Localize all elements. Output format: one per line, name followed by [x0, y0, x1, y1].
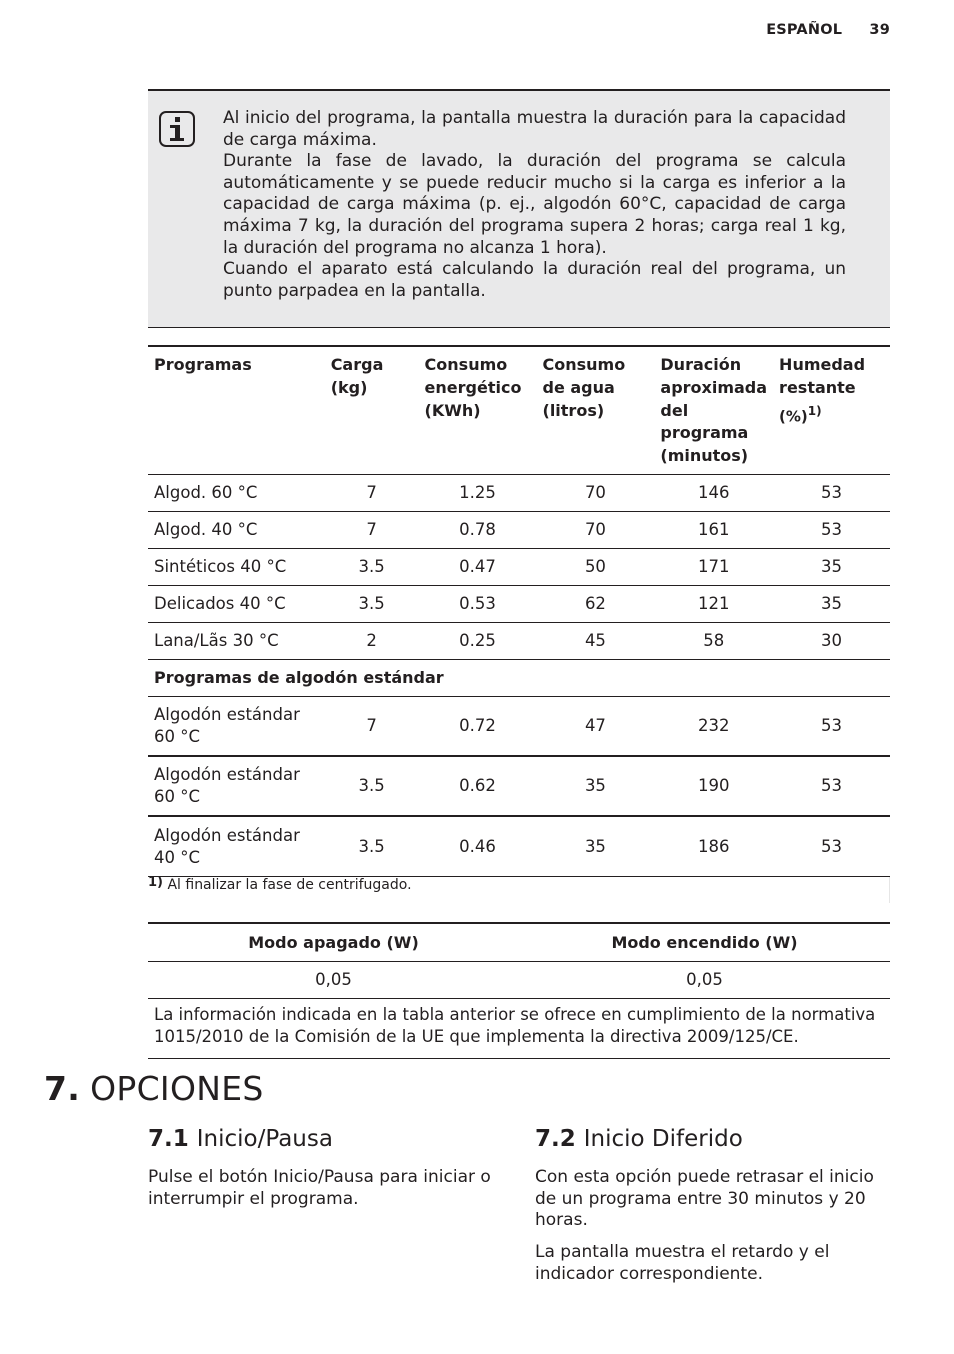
col-header-energia: Consumo energético (KWh): [424, 355, 522, 420]
table-row: [148, 585, 890, 622]
section-title: Inicio Diferido: [583, 1126, 743, 1152]
value-cell: 186: [654, 816, 773, 876]
chapter-number: 7.: [44, 1069, 81, 1108]
section-heading-inicio-diferido: [535, 1126, 743, 1152]
col-header-programas: Programas: [154, 355, 252, 374]
section-paragraph: Pulse el botón Inicio/Pausa para iniciar o interrumpir el programa.: [148, 1167, 491, 1209]
value-cell: 3.5: [325, 548, 419, 585]
value-cell: 30: [773, 622, 890, 659]
footnote-ref: 1): [807, 403, 822, 418]
value-cell: 190: [654, 756, 773, 816]
col-header-agua: Consumo de agua (litros): [542, 355, 626, 420]
info-paragraph-1: Al inicio del programa, la pantalla muestra la duración para la capacidad de carga máxima.: [223, 108, 846, 150]
value-cell: 35: [537, 816, 655, 876]
value-cell: 70: [537, 511, 655, 548]
chapter-title: OPCIONES: [90, 1069, 264, 1108]
value-cell: 45: [537, 622, 655, 659]
program-name-cell: Lana/Lãs 30 °C: [148, 622, 325, 659]
value-cell: 0.46: [419, 816, 537, 876]
col-header-modo-encendido: Modo encendido (W): [611, 932, 798, 952]
value-cell: 35: [773, 548, 890, 585]
program-name-cell: Algod. 40 °C: [148, 511, 325, 548]
value-cell: 3.5: [325, 585, 419, 622]
footnote-text: Al finalizar la fase de centrifugado.: [167, 877, 412, 893]
table-row: [148, 816, 890, 876]
col-header-carga: Carga (kg): [330, 355, 384, 397]
section-paragraph: Con esta opción puede retrasar el inicio de un programa entre 30 minutos y 20 horas.: [535, 1167, 874, 1231]
value-cell: 58: [654, 622, 773, 659]
value-cell: 3.5: [325, 816, 419, 876]
table-footnote: [148, 877, 890, 903]
value-cell: 171: [654, 548, 773, 585]
value-cell: 146: [654, 474, 773, 511]
modo-encendido-value: 0,05: [686, 970, 723, 989]
table-header-row: [148, 923, 890, 961]
value-cell: 35: [537, 756, 655, 816]
page-header: [766, 22, 890, 38]
value-cell: 47: [537, 696, 655, 756]
value-cell: 1.25: [419, 474, 537, 511]
program-name-cell: Delicados 40 °C: [148, 585, 325, 622]
value-cell: 53: [773, 816, 890, 876]
table-header-row: [148, 346, 890, 474]
value-cell: 53: [773, 756, 890, 816]
table-row: [148, 961, 890, 998]
value-cell: 53: [773, 511, 890, 548]
section-number: 7.1: [148, 1126, 189, 1152]
page-number: 39: [869, 22, 890, 38]
value-cell: 121: [654, 585, 773, 622]
header-language: ESPAÑOL: [766, 22, 843, 38]
table-row: [148, 622, 890, 659]
value-cell: 3.5: [325, 756, 419, 816]
value-cell: 0.62: [419, 756, 537, 816]
table-row: [148, 548, 890, 585]
section-heading-inicio-pausa: [148, 1126, 333, 1152]
col-header-modo-apagado: Modo apagado (W): [248, 932, 419, 952]
value-cell: 0.72: [419, 696, 537, 756]
section-title: Inicio/Pausa: [196, 1126, 333, 1152]
value-cell: 62: [537, 585, 655, 622]
info-paragraph-3: Cuando el aparato está calculando la duración real del programa, un punto parpadea en la pantalla.: [223, 259, 846, 301]
regulation-note: La información indicada en la tabla anterior se ofrece en cumplimiento de la normativa 1015/2010 de la Comisión de la UE que implementa la directiva 2009/125/CE.: [154, 1004, 876, 1046]
section-label: Programas de algodón estándar: [148, 659, 890, 696]
program-name-cell: Algodón estándar 60 °C: [148, 756, 325, 816]
footnote-marker: 1): [148, 875, 163, 890]
value-cell: 70: [537, 474, 655, 511]
value-cell: 0.47: [419, 548, 537, 585]
humedad-label: Humedad restante: [779, 355, 866, 397]
program-name-cell: Algod. 60 °C: [148, 474, 325, 511]
value-cell: 232: [654, 696, 773, 756]
program-name-cell: Algodón estándar 60 °C: [148, 696, 325, 756]
program-name-cell: Algodón estándar 40 °C: [148, 816, 325, 876]
table-row: [148, 474, 890, 511]
value-cell: 7: [325, 511, 419, 548]
col-header-humedad: [773, 346, 890, 474]
section-paragraph: La pantalla muestra el retardo y el indicador correspondiente.: [535, 1242, 830, 1284]
value-cell: 161: [654, 511, 773, 548]
table-row: [148, 998, 890, 1058]
value-cell: 0.25: [419, 622, 537, 659]
value-cell: 7: [325, 696, 419, 756]
info-icon: [159, 111, 195, 147]
table-row: [148, 756, 890, 816]
program-name-cell: Sintéticos 40 °C: [148, 548, 325, 585]
program-consumption-table: [148, 345, 890, 877]
section-number: 7.2: [535, 1126, 576, 1152]
power-mode-table: [148, 922, 890, 1059]
humedad-unit: (%): [779, 406, 808, 425]
table-row: [148, 696, 890, 756]
col-header-duracion: Duración aproximada del programa (minutos): [660, 355, 768, 466]
value-cell: 0.53: [419, 585, 537, 622]
value-cell: 53: [773, 474, 890, 511]
info-paragraph-2: Durante la fase de lavado, la duración del programa se calcula automáticamente y se puede reducir mucho si la carga es inferior a la capacidad de carga máxima (p. ej., algodón 60°C, capacidad de carga máxima 7 kg, la duración del programa supera 2 horas; carga real 1 kg, la duración del programa no alcanza 1 hora).: [223, 151, 846, 258]
value-cell: 53: [773, 696, 890, 756]
table-row: [148, 511, 890, 548]
info-note-box: [148, 89, 890, 328]
info-note-text: [223, 108, 846, 302]
value-cell: 2: [325, 622, 419, 659]
value-cell: 35: [773, 585, 890, 622]
value-cell: 7: [325, 474, 419, 511]
chapter-heading: [44, 1069, 264, 1108]
value-cell: 0.78: [419, 511, 537, 548]
modo-apagado-value: 0,05: [315, 970, 352, 989]
table-section-row: [148, 659, 890, 696]
value-cell: 50: [537, 548, 655, 585]
